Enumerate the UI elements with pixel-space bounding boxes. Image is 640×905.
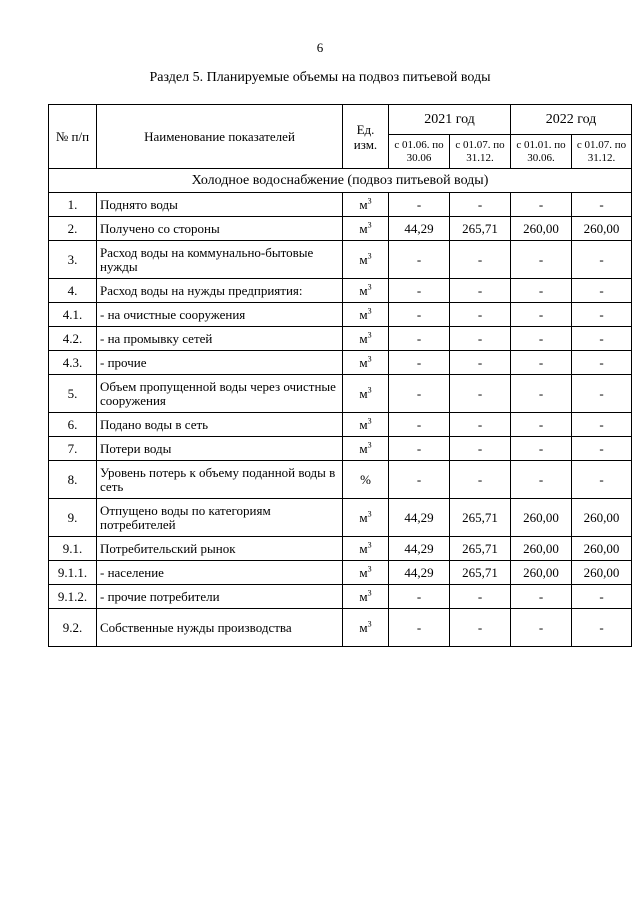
table-row — [49, 609, 632, 647]
unit-exponent: 3 — [367, 440, 372, 450]
unit-cell — [343, 279, 389, 303]
header-year-2022: 2022 год — [511, 105, 632, 135]
indicator-name: Отпущено воды по категориям потребителей — [97, 499, 343, 537]
value-cell: - — [572, 585, 632, 609]
volumes-table — [48, 104, 632, 647]
unit-label: м — [359, 306, 368, 322]
indicator-name: Расход воды на нужды предприятия: — [97, 279, 343, 303]
indicator-name: - на промывку сетей — [97, 327, 343, 351]
value-cell: - — [572, 303, 632, 327]
unit-cell — [343, 561, 389, 585]
table-row — [49, 279, 632, 303]
value-cell: - — [389, 437, 450, 461]
table-row — [49, 351, 632, 375]
indicator-name: - прочие — [97, 351, 343, 375]
unit-cell — [343, 537, 389, 561]
unit-cell — [343, 437, 389, 461]
table-row — [49, 437, 632, 461]
value-cell: - — [511, 609, 572, 647]
value-cell: - — [572, 351, 632, 375]
group-row — [49, 169, 632, 193]
table-row — [49, 461, 632, 499]
value-cell: - — [450, 303, 511, 327]
table-row — [49, 537, 632, 561]
value-cell: - — [572, 437, 632, 461]
unit-cell — [343, 413, 389, 437]
value-cell: - — [389, 375, 450, 413]
value-cell: - — [572, 279, 632, 303]
unit-exponent: 3 — [367, 509, 372, 519]
table-row — [49, 241, 632, 279]
indicator-name: - на очистные сооружения — [97, 303, 343, 327]
header-period: с 01.07. по 31.12. — [450, 135, 511, 169]
table-row — [49, 585, 632, 609]
value-cell: - — [511, 351, 572, 375]
value-cell: - — [511, 279, 572, 303]
indicator-name: Расход воды на коммунально-бытовые нужды — [97, 241, 343, 279]
value-cell: 265,71 — [450, 537, 511, 561]
value-cell: - — [572, 241, 632, 279]
value-cell: - — [450, 413, 511, 437]
unit-label: м — [359, 588, 368, 604]
unit-label: м — [359, 282, 368, 298]
header-period: с 01.01. по 30.06. — [511, 135, 572, 169]
indicator-name: Получено со стороны — [97, 217, 343, 241]
indicator-name: Уровень потерь к объему поданной воды в сеть — [97, 461, 343, 499]
table-row — [49, 327, 632, 351]
unit-cell — [343, 327, 389, 351]
page-number: 6 — [316, 40, 324, 55]
value-cell: 44,29 — [389, 537, 450, 561]
unit-cell — [343, 499, 389, 537]
unit-label: м — [359, 220, 368, 236]
value-cell: 265,71 — [450, 561, 511, 585]
value-cell: - — [450, 585, 511, 609]
unit-exponent: 3 — [367, 416, 372, 426]
value-cell: 44,29 — [389, 561, 450, 585]
value-cell: - — [572, 327, 632, 351]
row-number: 9.1.1. — [49, 561, 97, 585]
value-cell: 260,00 — [572, 537, 632, 561]
header-num: № п/п — [49, 105, 97, 169]
unit-cell — [343, 303, 389, 327]
table-row — [49, 561, 632, 585]
value-cell: - — [389, 327, 450, 351]
unit-label: м — [359, 354, 368, 370]
indicator-name: Собственные нужды производства — [97, 609, 343, 647]
row-number: 5. — [49, 375, 97, 413]
value-cell: - — [511, 461, 572, 499]
section-title: Раздел 5. Планируемые объемы на подвоз питьевой воды — [149, 70, 491, 85]
unit-label: м — [359, 564, 368, 580]
value-cell: - — [511, 193, 572, 217]
row-number: 4. — [49, 279, 97, 303]
value-cell: 265,71 — [450, 499, 511, 537]
group-title: Холодное водоснабжение (подвоз питьевой воды) — [49, 169, 632, 193]
unit-label: м — [359, 416, 368, 432]
row-number: 4.1. — [49, 303, 97, 327]
value-cell: - — [450, 461, 511, 499]
unit-label: м — [359, 330, 368, 346]
unit-cell — [343, 375, 389, 413]
unit-cell — [343, 585, 389, 609]
unit-exponent: 3 — [367, 588, 372, 598]
value-cell: - — [511, 413, 572, 437]
row-number: 9. — [49, 499, 97, 537]
value-cell: - — [389, 241, 450, 279]
table-row — [49, 413, 632, 437]
value-cell: 260,00 — [511, 537, 572, 561]
header-unit: Ед. изм. — [343, 105, 389, 169]
unit-label: м — [359, 540, 368, 556]
unit-cell — [343, 193, 389, 217]
table-row — [49, 217, 632, 241]
value-cell: 44,29 — [389, 217, 450, 241]
value-cell: - — [572, 609, 632, 647]
unit-label: м — [359, 196, 368, 212]
row-number: 4.3. — [49, 351, 97, 375]
unit-exponent: 3 — [367, 564, 372, 574]
value-cell: 44,29 — [389, 499, 450, 537]
table-row — [49, 375, 632, 413]
row-number: 6. — [49, 413, 97, 437]
value-cell: - — [389, 351, 450, 375]
header-period: с 01.07. по 31.12. — [572, 135, 632, 169]
unit-exponent: 3 — [367, 330, 372, 340]
value-cell: - — [389, 609, 450, 647]
value-cell: 260,00 — [511, 561, 572, 585]
header-period: с 01.06. по 30.06 — [389, 135, 450, 169]
value-cell: - — [389, 461, 450, 499]
unit-cell — [343, 217, 389, 241]
row-number: 8. — [49, 461, 97, 499]
unit-label: м — [359, 619, 368, 635]
value-cell: 260,00 — [572, 499, 632, 537]
unit-exponent: 3 — [367, 220, 372, 230]
unit-exponent: 3 — [367, 385, 372, 395]
unit-exponent: 3 — [367, 282, 372, 292]
value-cell: - — [572, 193, 632, 217]
unit-exponent: 3 — [367, 619, 372, 629]
value-cell: 260,00 — [511, 499, 572, 537]
value-cell: - — [511, 585, 572, 609]
unit-label: м — [359, 509, 368, 525]
value-cell: - — [511, 303, 572, 327]
unit-label: м — [359, 440, 368, 456]
row-number: 4.2. — [49, 327, 97, 351]
value-cell: - — [389, 193, 450, 217]
unit-cell — [343, 351, 389, 375]
value-cell: - — [572, 461, 632, 499]
value-cell: - — [511, 327, 572, 351]
indicator-name: Поднято воды — [97, 193, 343, 217]
unit-exponent: 3 — [367, 196, 372, 206]
value-cell: - — [511, 241, 572, 279]
unit-label: м — [359, 385, 368, 401]
indicator-name: - население — [97, 561, 343, 585]
value-cell: - — [450, 193, 511, 217]
unit-exponent: 3 — [367, 251, 372, 261]
header-year-2021: 2021 год — [389, 105, 511, 135]
row-number: 3. — [49, 241, 97, 279]
row-number: 9.1. — [49, 537, 97, 561]
unit-cell — [343, 609, 389, 647]
unit-cell — [343, 461, 389, 499]
value-cell: 260,00 — [511, 217, 572, 241]
value-cell: - — [389, 585, 450, 609]
header-name: Наименование показателей — [97, 105, 343, 169]
value-cell: 265,71 — [450, 217, 511, 241]
header-row-years — [49, 105, 632, 135]
unit-label: % — [360, 471, 371, 487]
table-row — [49, 193, 632, 217]
row-number: 2. — [49, 217, 97, 241]
value-cell: - — [450, 437, 511, 461]
value-cell: - — [511, 375, 572, 413]
unit-exponent: 3 — [367, 354, 372, 364]
value-cell: - — [389, 413, 450, 437]
value-cell: - — [450, 327, 511, 351]
value-cell: - — [450, 279, 511, 303]
value-cell: - — [511, 437, 572, 461]
value-cell: 260,00 — [572, 561, 632, 585]
indicator-name: - прочие потребители — [97, 585, 343, 609]
row-number: 9.2. — [49, 609, 97, 647]
table-row — [49, 499, 632, 537]
indicator-name: Объем пропущенной воды через очистные сооружения — [97, 375, 343, 413]
unit-exponent: 3 — [367, 306, 372, 316]
value-cell: - — [450, 375, 511, 413]
unit-label: м — [359, 251, 368, 267]
value-cell: - — [572, 375, 632, 413]
indicator-name: Потери воды — [97, 437, 343, 461]
value-cell: - — [389, 303, 450, 327]
value-cell: - — [450, 241, 511, 279]
value-cell: - — [450, 351, 511, 375]
unit-exponent: 3 — [367, 540, 372, 550]
value-cell: 260,00 — [572, 217, 632, 241]
unit-cell — [343, 241, 389, 279]
value-cell: - — [450, 609, 511, 647]
indicator-name: Подано воды в сеть — [97, 413, 343, 437]
value-cell: - — [572, 413, 632, 437]
indicator-name: Потребительский рынок — [97, 537, 343, 561]
value-cell: - — [389, 279, 450, 303]
row-number: 7. — [49, 437, 97, 461]
row-number: 1. — [49, 193, 97, 217]
table-row — [49, 303, 632, 327]
row-number: 9.1.2. — [49, 585, 97, 609]
